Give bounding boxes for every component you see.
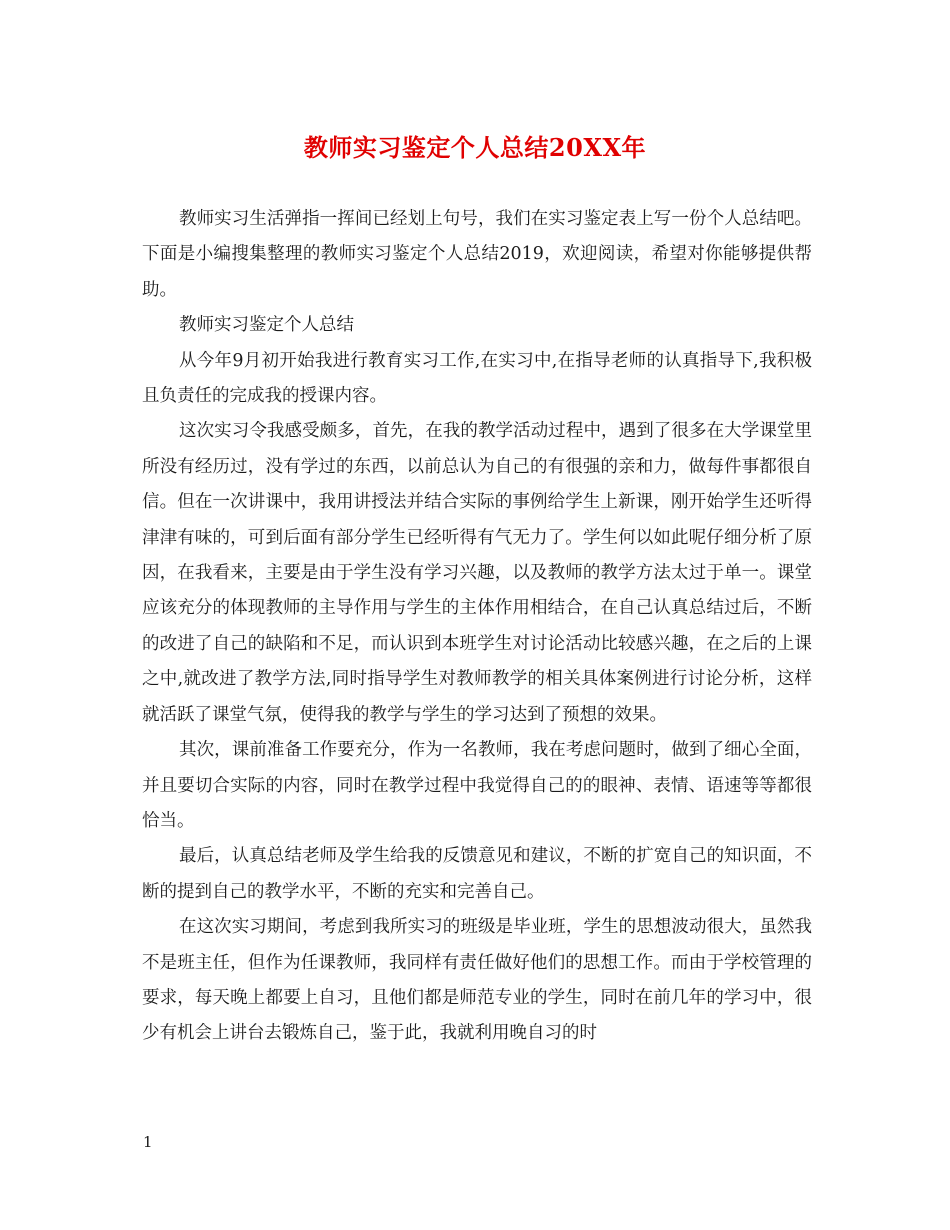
paragraph-final-point: 最后，认真总结老师及学生给我的反馈意见和建议，不断的扩宽自己的知识面，不断的提到自己的教学水平，不断的充实和完善自己。: [142, 846, 812, 902]
document-title: 教师实习鉴定个人总结20XX年: [303, 133, 647, 162]
paragraph-subheading: 教师实习鉴定个人总结: [179, 315, 354, 336]
page-number: 1: [143, 1133, 153, 1151]
paragraph-intro: 教师实习生活弹指一挥间已经划上句号，我们在实习鉴定表上写一份个人总结吧。下面是小编搜集整理的教师实习鉴定个人总结2019，欢迎阅读，希望对你能够提供帮助。: [142, 209, 812, 300]
document-body: [142, 202, 812, 1052]
paragraph-internship-period: 在这次实习期间，考虑到我所实习的班级是毕业班，学生的思想波动很大，虽然我不是班主任，但作为任课教师，我同样有责任做好他们的思想工作。而由于学校管理的要求，每天晚上都要上自习，且他们都是师范专业的学生，同时在前几年的学习中，很少有机会上讲台去锻炼自己，鉴于此，我就利用晚自习的时: [142, 917, 812, 1044]
paragraph-start: 从今年9月初开始我进行教育实习工作,在实习中,在指导老师的认真指导下,我积极且负责任的完成我的授课内容。: [142, 350, 812, 407]
paragraph-first-point: 这次实习令我感受颇多，首先，在我的教学活动过程中，遇到了很多在大学课堂里所没有经历过，没有学过的东西，以前总认为自己的有很强的亲和力，做每件事都很自信。但在一次讲课中，我用讲授法并结合实际的事例给学生上新课，刚开始学生还听得津津有味的，可到后面有部分学生已经听得有气无力了。学生何以如此呢仔细分析了原因，在我看来，主要是由于学生没有学习兴趣，以及教师的教学方法太过于单一。课堂应该充分的体现教师的主导作用与学生的主体作用相结合，在自己认真总结过后，不断的改进了自己的缺陷和不足，而认识到本班学生对讨论活动比较感兴趣，在之后的上课之中,就改进了教学方法,同时指导学生对教师教学的相关具体案例进行讨论分析，这样就活跃了课堂气氛，使得我的教学与学生的学习达到了预想的效果。: [142, 421, 812, 725]
paragraph-second-point: 其次，课前准备工作要充分，作为一名教师，我在考虑问题时，做到了细心全面，并且要切合实际的内容，同时在教学过程中我觉得自己的的眼神、表情、语速等等都很恰当。: [142, 740, 812, 831]
